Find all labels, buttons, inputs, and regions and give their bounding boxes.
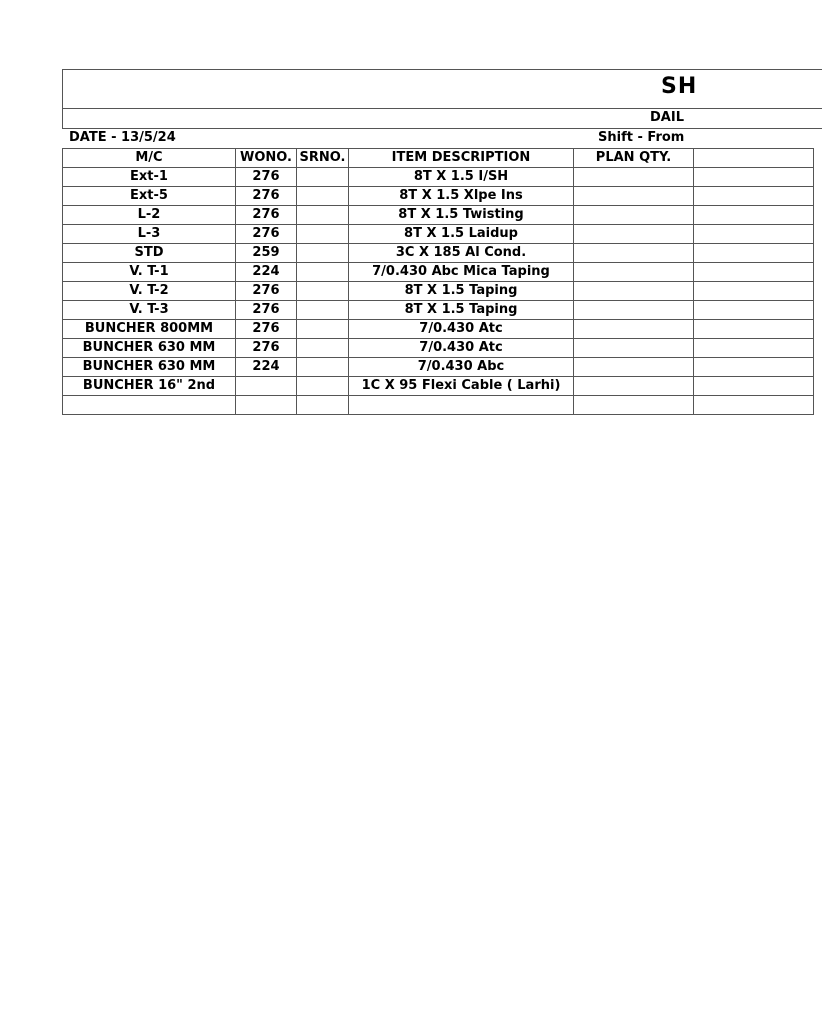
col-header-item-description: ITEM DESCRIPTION	[349, 149, 574, 168]
cell-srno	[297, 225, 349, 244]
cell-mc: V. T-2	[63, 282, 236, 301]
table-row	[63, 320, 814, 339]
table-header-row	[63, 149, 814, 168]
table-row	[63, 263, 814, 282]
cell-srno	[297, 244, 349, 263]
cell-wono: 224	[236, 358, 297, 377]
cell-item-description: 7/0.430 Abc Mica Taping	[349, 263, 574, 282]
cell-item-description: 1C X 95 Flexi Cable ( Larhi)	[349, 377, 574, 396]
cell-srno	[297, 396, 349, 415]
cell-plan-qty	[574, 225, 694, 244]
cell-srno	[297, 339, 349, 358]
cell-wono: 276	[236, 187, 297, 206]
table-row	[63, 282, 814, 301]
cell-wono: 259	[236, 244, 297, 263]
cell-plan-qty	[574, 301, 694, 320]
cell-item-description: 8T X 1.5 Laidup	[349, 225, 574, 244]
title-row	[62, 69, 822, 108]
cell-mc: BUNCHER 16" 2nd	[63, 377, 236, 396]
cell-srno	[297, 282, 349, 301]
table-body	[63, 168, 814, 415]
cell-mc: L-2	[63, 206, 236, 225]
table-row	[63, 377, 814, 396]
cell-clipped	[694, 263, 814, 282]
col-header-clipped	[694, 149, 814, 168]
cell-srno	[297, 320, 349, 339]
table-row	[63, 301, 814, 320]
cell-clipped	[694, 396, 814, 415]
sheet-subtitle: DAIL	[650, 110, 684, 125]
cell-mc: BUNCHER 630 MM	[63, 339, 236, 358]
cell-mc	[63, 396, 236, 415]
cell-item-description	[349, 396, 574, 415]
cell-wono	[236, 377, 297, 396]
cell-clipped	[694, 377, 814, 396]
cell-plan-qty	[574, 168, 694, 187]
cell-item-description: 8T X 1.5 Twisting	[349, 206, 574, 225]
production-sheet	[62, 69, 698, 415]
cell-plan-qty	[574, 339, 694, 358]
cell-item-description: 3C X 185 Al Cond.	[349, 244, 574, 263]
cell-clipped	[694, 244, 814, 263]
cell-clipped	[694, 282, 814, 301]
cell-clipped	[694, 320, 814, 339]
cell-plan-qty	[574, 263, 694, 282]
cell-clipped	[694, 206, 814, 225]
cell-plan-qty	[574, 358, 694, 377]
cell-item-description: 8T X 1.5 I/SH	[349, 168, 574, 187]
cell-srno	[297, 206, 349, 225]
cell-wono: 276	[236, 301, 297, 320]
cell-plan-qty	[574, 396, 694, 415]
table-row	[63, 168, 814, 187]
cell-clipped	[694, 187, 814, 206]
table-row	[63, 187, 814, 206]
cell-clipped	[694, 168, 814, 187]
cell-item-description: 8T X 1.5 Taping	[349, 301, 574, 320]
cell-clipped	[694, 358, 814, 377]
cell-wono: 276	[236, 320, 297, 339]
table-row	[63, 244, 814, 263]
cell-srno	[297, 301, 349, 320]
cell-wono	[236, 396, 297, 415]
cell-clipped	[694, 301, 814, 320]
cell-srno	[297, 187, 349, 206]
cell-mc: V. T-3	[63, 301, 236, 320]
cell-clipped	[694, 339, 814, 358]
cell-mc: BUNCHER 800MM	[63, 320, 236, 339]
cell-wono: 276	[236, 339, 297, 358]
cell-srno	[297, 263, 349, 282]
table-row	[63, 206, 814, 225]
cell-wono: 276	[236, 225, 297, 244]
production-table	[62, 148, 814, 415]
table-row	[63, 358, 814, 377]
cell-mc: Ext-5	[63, 187, 236, 206]
cell-plan-qty	[574, 206, 694, 225]
cell-item-description: 7/0.430 Abc	[349, 358, 574, 377]
cell-plan-qty	[574, 320, 694, 339]
sheet-title: SH	[661, 74, 698, 99]
subtitle-row	[62, 108, 822, 128]
cell-mc: V. T-1	[63, 263, 236, 282]
cell-item-description: 8T X 1.5 Xlpe Ins	[349, 187, 574, 206]
table-row	[63, 396, 814, 415]
cell-wono: 276	[236, 168, 297, 187]
cell-clipped	[694, 225, 814, 244]
col-header-srno: SRNO.	[297, 149, 349, 168]
sheet-inner	[62, 69, 822, 415]
shift-label: Shift - From	[598, 130, 685, 145]
cell-mc: STD	[63, 244, 236, 263]
cell-item-description: 7/0.430 Atc	[349, 320, 574, 339]
cell-plan-qty	[574, 244, 694, 263]
col-header-plan-qty: PLAN QTY.	[574, 149, 694, 168]
cell-plan-qty	[574, 282, 694, 301]
cell-mc: Ext-1	[63, 168, 236, 187]
cell-srno	[297, 377, 349, 396]
cell-mc: L-3	[63, 225, 236, 244]
table-row	[63, 339, 814, 358]
cell-plan-qty	[574, 187, 694, 206]
col-header-mc: M/C	[63, 149, 236, 168]
cell-wono: 276	[236, 206, 297, 225]
cell-wono: 276	[236, 282, 297, 301]
cell-plan-qty	[574, 377, 694, 396]
table-row	[63, 225, 814, 244]
cell-srno	[297, 168, 349, 187]
cell-srno	[297, 358, 349, 377]
cell-item-description: 8T X 1.5 Taping	[349, 282, 574, 301]
date-row	[62, 128, 822, 148]
cell-mc: BUNCHER 630 MM	[63, 358, 236, 377]
col-header-wono: WONO.	[236, 149, 297, 168]
cell-wono: 224	[236, 263, 297, 282]
cell-item-description: 7/0.430 Atc	[349, 339, 574, 358]
date-label: DATE - 13/5/24	[69, 130, 176, 145]
